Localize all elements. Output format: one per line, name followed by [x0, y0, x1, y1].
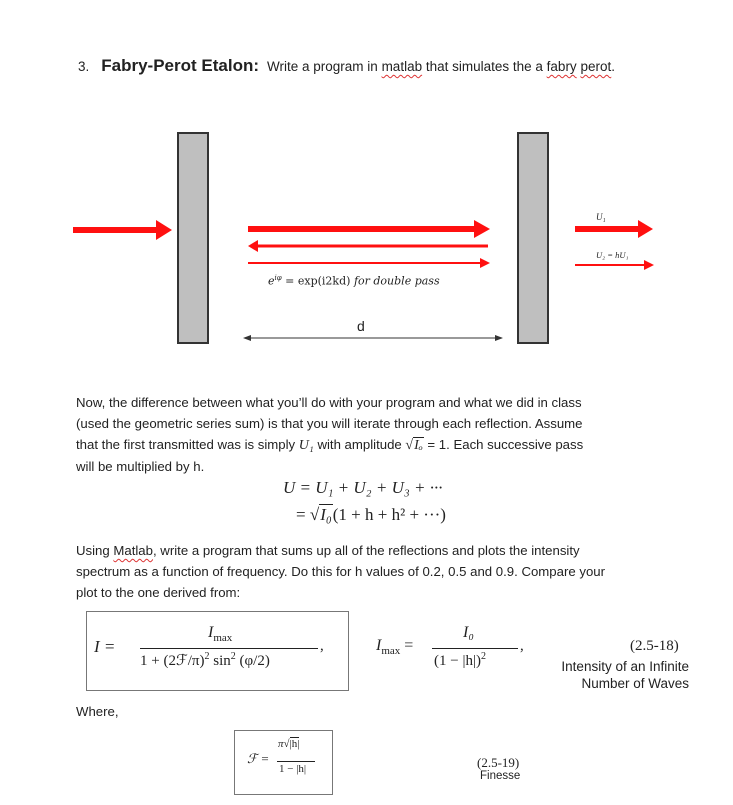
heading-word-perot: perot	[580, 59, 612, 74]
transmitted-beam-head	[638, 220, 653, 238]
left-mirror	[178, 133, 208, 343]
paragraph-line: spectrum as a function of frequency. Do this for h values of 0.2, 0.5 and 0.9. Compare your	[76, 564, 606, 579]
phase-note: for double pass	[353, 274, 440, 288]
finesse-lhs: ℱ =	[247, 751, 270, 766]
airy-lhs: I =	[94, 637, 116, 656]
airy-denominator: 1 + (2ℱ/π)$^2$ $\sin^2 (\varphi/2)$	[140, 651, 270, 669]
u1-label: U₁	[596, 212, 606, 222]
question-title: Fabry-Perot Etalon:	[101, 56, 260, 75]
airy-caption: Intensity of an Infinite Number of Waves	[561, 659, 689, 691]
imax-fraction-bar	[432, 648, 518, 649]
finesse-numerator: π√|h|	[278, 738, 300, 750]
imax-lhs: $I_{max}$ =	[376, 637, 414, 658]
word-matlab: Matlab	[113, 543, 153, 558]
where-label: Where,	[76, 704, 119, 719]
airy-fraction-bar	[140, 648, 318, 649]
imax-denominator: $(1 - |h|)^2$	[434, 651, 486, 669]
airy-numerator: $I_{max}$	[208, 624, 233, 645]
imax-comma: ,	[520, 638, 524, 654]
phase-rhs: = exp(i2kd)	[281, 274, 354, 288]
finesse-denominator: 1 − |h|	[279, 763, 307, 775]
paragraph-line: that the first transmitted was is simply U₁ with amplitude √Iₒ = 1. Each successive pass	[76, 437, 584, 453]
distance-arrow-left-head	[243, 335, 251, 341]
paragraph-line: Using Matlab, write a program that sums up all of the reflections and plots the intensity	[76, 543, 580, 558]
finesse-caption: Finesse	[480, 770, 521, 782]
u1-symbol: U₁	[298, 438, 314, 453]
paragraph-line: Now, the difference between what you’ll do with your program and what we did in class	[76, 395, 582, 410]
heading-text-middle: that simulates the a	[422, 59, 547, 74]
second-pass-beam-head	[480, 258, 490, 268]
sqrt-io: √Iₒ	[405, 438, 423, 453]
forward-beam-head	[474, 220, 490, 238]
sum-equation-line2: = √I₀(1 + h + h² + ···)	[296, 505, 446, 524]
sqrt-i0: I₀	[320, 505, 332, 524]
reflected-beam-head	[248, 240, 258, 252]
paragraph-line: plot to the one derived from:	[76, 585, 241, 600]
equation-number-18: (2.5-18)	[630, 638, 679, 654]
heading-word-fabry: fabry	[546, 59, 577, 74]
phase-exponent: iφ	[274, 274, 282, 282]
airy-comma: ,	[320, 638, 324, 654]
sum-equation-line1: U = U₁ + U₂ + U₃ + ···	[283, 478, 443, 497]
heading-word-matlab: matlab	[381, 59, 423, 74]
paragraph-line: (used the geometric series sum) is that you will iterate through each reflection. Assume	[76, 416, 583, 431]
equation-number-19: (2.5-19)	[477, 755, 520, 770]
incident-beam-head	[156, 220, 172, 240]
paragraph-instructions	[76, 540, 676, 603]
question-number: 3.	[78, 59, 90, 74]
imax-numerator: I₀	[463, 624, 474, 641]
fabry-perot-diagram	[0, 0, 733, 380]
phase-equation	[268, 274, 440, 288]
heading-text: Write a program in	[267, 59, 382, 74]
distance-label: d	[357, 318, 365, 334]
phase-e: e	[268, 274, 275, 288]
u2-label: U₂ = hU₁	[596, 250, 629, 260]
paragraph-explanation	[76, 392, 676, 477]
right-mirror	[518, 133, 548, 343]
finesse-fraction-bar	[277, 761, 315, 762]
second-transmitted-beam-head	[644, 260, 654, 270]
heading-period: .	[611, 59, 615, 74]
paragraph-line: will be multiplied by h.	[76, 459, 205, 474]
